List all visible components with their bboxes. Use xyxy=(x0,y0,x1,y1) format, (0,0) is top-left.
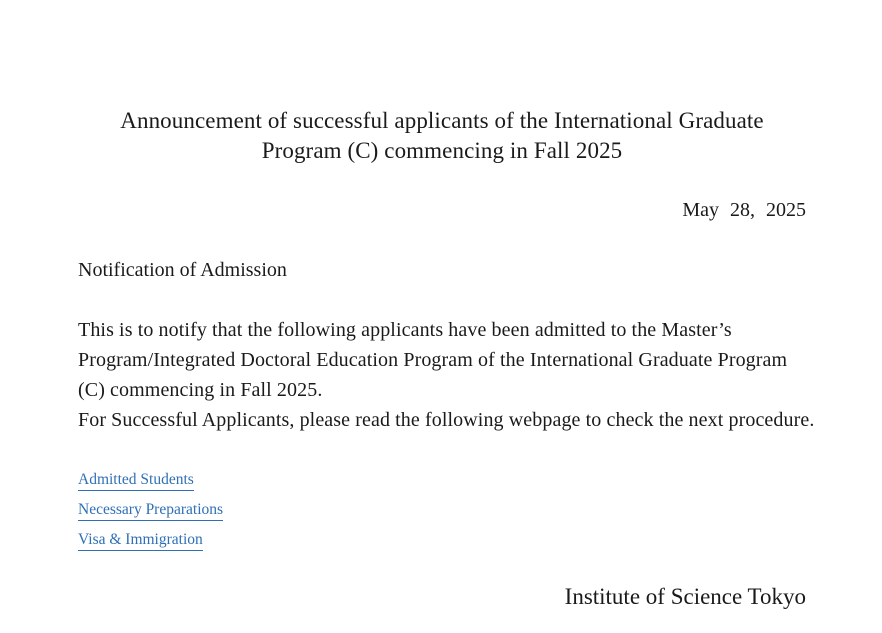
admitted-students-link[interactable]: Admitted Students xyxy=(78,470,194,491)
link-list xyxy=(78,470,223,560)
title-line-2: Program (C) commencing in Fall 2025 xyxy=(261,138,623,163)
instruction-paragraph: For Successful Applicants, please read the following webpage to check the next procedure. xyxy=(78,409,815,431)
notification-paragraph: This is to notify that the following applicants have been admitted to the Master’s Program/Integrated Doctoral Education Program of the International Graduate Program (C) commencing in Fall 2025. xyxy=(78,319,788,401)
institution-signature: Institute of Science Tokyo xyxy=(564,584,806,609)
section-heading: Notification of Admission xyxy=(78,259,287,281)
body-text xyxy=(78,315,818,435)
visa-immigration-link[interactable]: Visa & Immigration xyxy=(78,530,203,551)
announcement-date: May 28, 2025 xyxy=(682,199,806,221)
title-line-1: Announcement of successful applicants of the International Graduate xyxy=(120,108,764,133)
necessary-preparations-link[interactable]: Necessary Preparations xyxy=(78,500,223,521)
page-title xyxy=(78,106,806,166)
